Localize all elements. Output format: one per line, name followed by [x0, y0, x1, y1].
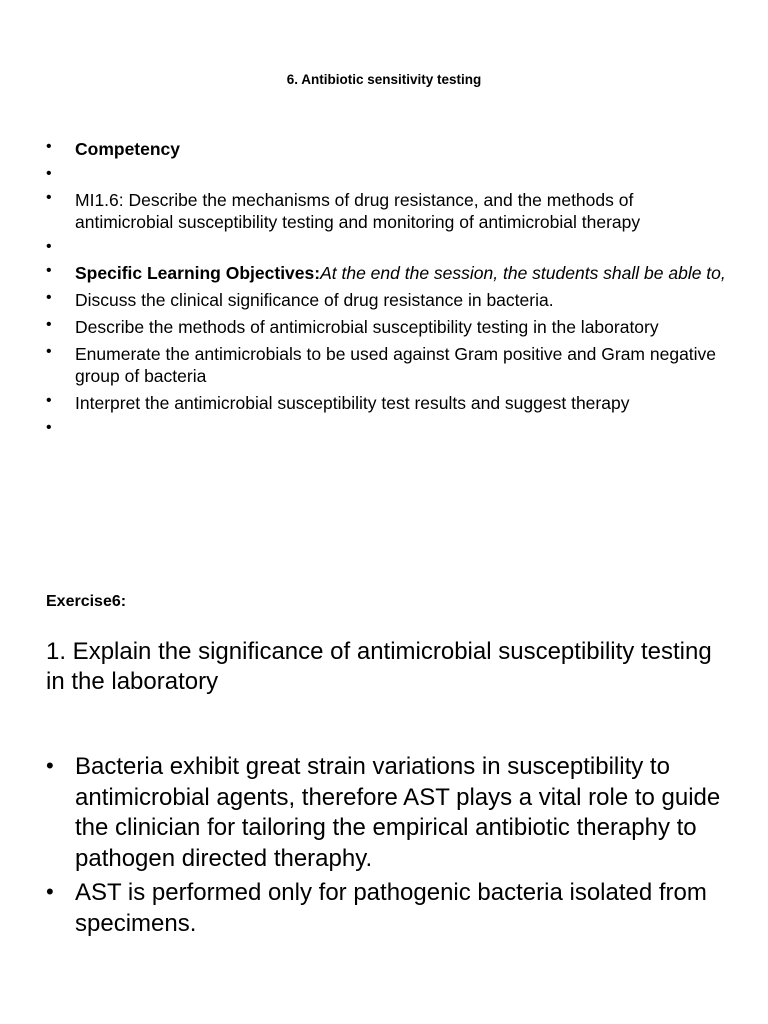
bullet-icon: •: [46, 392, 52, 409]
bullet-icon: •: [46, 289, 52, 306]
list-item: [46, 752, 726, 874]
list-item: [46, 343, 736, 387]
objective-text: Interpret the antimicrobial susceptibility test results and suggest therapy: [75, 393, 630, 413]
list-item: [46, 238, 736, 260]
bullet-icon: •: [46, 316, 52, 333]
exercise-question: 1. Explain the significance of antimicrobial susceptibility testing in the laboratory: [46, 638, 712, 695]
objectives-list: [46, 138, 736, 446]
competency-label: Competency: [75, 139, 181, 159]
competency-text: MI1.6: Describe the mechanisms of drug resistance, and the methods of antimicrobial susceptibility testing and monitoring of antimicrobial therapy: [75, 190, 641, 232]
bullet-icon: •: [46, 753, 54, 778]
bullet-icon: •: [46, 419, 52, 436]
objective-text: Discuss the clinical significance of drug resistance in bacteria.: [75, 290, 554, 310]
list-item: [46, 316, 736, 338]
objective-text: Describe the methods of antimicrobial susceptibility testing in the laboratory: [75, 317, 659, 337]
document-title: 6. Antibiotic sensitivity testing: [286, 72, 482, 87]
list-item: [46, 878, 726, 939]
bullet-icon: •: [46, 165, 52, 182]
list-item: [46, 165, 736, 187]
bullet-icon: •: [46, 343, 52, 360]
slo-intro: At the end the session, the students shall be able to,: [320, 263, 726, 283]
bullet-icon: •: [46, 262, 52, 279]
list-item: [46, 189, 736, 233]
answer-list: [46, 752, 726, 943]
list-item: [46, 419, 736, 441]
objective-text: Enumerate the antimicrobials to be used against Gram positive and Gram negative group of bacteria: [75, 344, 717, 386]
answer-text: AST is performed only for pathogenic bacteria isolated from specimens.: [75, 879, 707, 937]
list-item: [46, 262, 736, 284]
slo-label: Specific Learning Objectives:: [75, 263, 321, 283]
answer-text: Bacteria exhibit great strain variations in susceptibility to antimicrobial agents, therefore AST plays a vital role to guide the clinician for tailoring the empirical antibiotic theraphy to pathogen directed theraphy.: [75, 753, 721, 872]
bullet-icon: •: [46, 879, 54, 904]
bullet-icon: •: [46, 189, 52, 206]
bullet-icon: •: [46, 138, 52, 155]
list-item: [46, 289, 736, 311]
exercise-heading: Exercise6:: [46, 593, 127, 610]
list-item: [46, 392, 736, 414]
list-item: [46, 138, 736, 160]
bullet-icon: •: [46, 238, 52, 255]
